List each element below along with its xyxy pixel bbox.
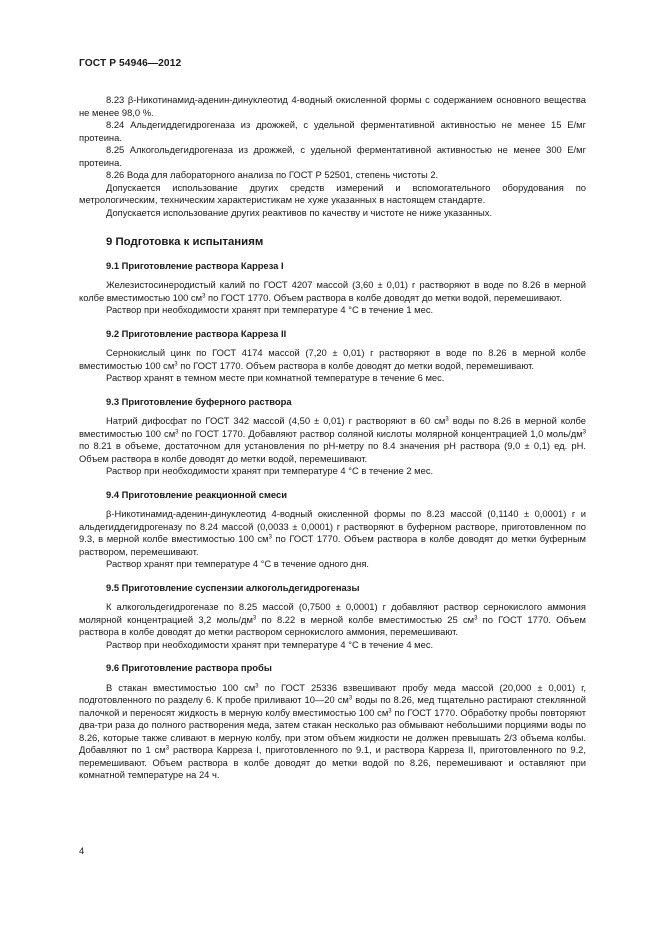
subsection-9-2-paragraph: Сернокислый цинк по ГОСТ 4174 массой (7,20 ± 0,01) г растворяют в воде по 8.26 в мерной колбе вместимостью 100 $см^3$ по ГОСТ 1770. Объем раствора в колбе доводят до метки водой, перемешивают.	[79, 347, 586, 371]
paragraph-8-26: 8.26 Вода для лабораторного анализа по ГОСТ Р 52501, степень чистоты 2.	[106, 169, 439, 180]
subsection-9-6-paragraph: В стакан вместимостью 100 $см^3$ по ГОСТ 25336 взвешивают пробу меда массой (20,000 ± 0,001) г, подготовленного по разделу 6. К пробе приливают 10—20 $см^3$ воды по 8.26, мед тщательно растирают стеклянной палочкой и переносят жидкость в мерную колбу вместимостью 100 $см^3$ по ГОСТ 1770. Обработку пробы повторяют два-три раза до полного растворения меда, затем стакан несколько раз обмывают небольшими порциями воды по 8.26, которые также сливают в мерную колбу, при этом объем жидкости не должен превышать 2/3 объема колбы. Добавляют по 1 $см^3$ раствора Карреза I, приготовленного по 9.1, и раствора Карреза II, приготовленного по 9.2, перемешивают. Объем раствора в колбе доводят до метки водой по 8.26, перемешивают и оставляют при комнатной температуре на 24 ч.	[79, 681, 587, 780]
subsection-9-2-storage: Раствор хранят в темном месте при комнатной температуре в течение 6 мес.	[106, 372, 445, 383]
page-number: 4	[79, 845, 85, 856]
paragraph-8-24: 8.24 Альдегиддегидрогеназа из дрожжей, с удельной ферментативной активностью не менее 15 Е/мг протеина.	[79, 119, 586, 143]
paragraph-8-23: 8.23 β-Никотинамид-аденин-динуклеотид 4-водный окисленной формы с содержанием основного вещества не менее 98,0 %.	[79, 94, 586, 118]
subsection-9-3-storage: Раствор при необходимости хранят при температуре 4 °С в течение 2 мес.	[106, 465, 434, 476]
subsection-9-3-paragraph: Натрий дифосфат по ГОСТ 342 массой (4,50 ± 0,01) г растворяют в 60 $см^3$ воды по 8.26 в мерной колбе вместимостью 100 $см^3$ по ГОСТ 1770. Добавляют раствор соляной кислоты молярной концентрацией 1,0 моль/$дм^3$ по 8.21 в объеме, достаточном для установления по рН-метру по 8.4 значения рН раствора (9,0 ± 0,1) ед. рН. Объем раствора в колбе доводят до метки водой, перемешивают.	[79, 415, 587, 464]
subsection-9-5-heading: 9.5 Приготовление суспензии алкогольдегидрогеназы	[106, 581, 360, 593]
subsection-9-1-heading: 9.1 Приготовление раствора Карреза I	[106, 259, 284, 271]
section-9-heading: 9 Подготовка к испытаниям	[106, 236, 264, 248]
subsection-9-6-heading: 9.6 Приготовление раствора пробы	[106, 662, 272, 673]
subsection-9-4-heading: 9.4 Приготовление реакционной смеси	[106, 488, 287, 500]
subsection-9-1-paragraph: Железистосинеродистый калий по ГОСТ 4207 массой (3,60 ± 0,01) г растворяют в воде по 8.26 в мерной колбе вместимостью 100 $см^3$ по ГОСТ 1770. Объем раствора в колбе доводят до метки водой, перемешивают.	[79, 279, 586, 303]
paragraph-allowance-reagents: Допускается использование других реактивов по качеству и чистоте не ниже указанных.	[106, 206, 493, 218]
subsection-9-3-heading: 9.3 Приготовление буферного раствора	[106, 395, 292, 407]
document-body	[79, 94, 586, 782]
subsection-9-1-storage: Раствор при необходимости хранят при температуре 4 °С в течение 1 мес.	[106, 304, 434, 315]
subsection-9-4-storage: Раствор хранят при температуре 4 °С в течение одного дня.	[106, 558, 369, 569]
subsection-9-4-paragraph: β-Никотинамид-аденин-динуклеотид 4-водный окисленной формы по 8.23 массой (0,1140 ± 0,0001) г и альдегиддегидрогеназу по 8.24 массой (0,0033 ± 0,0001) г растворяют в буферном растворе, приготовленном по 9.3, в мерной колбе вместимостью 100 $см^3$ по ГОСТ 1770. Объем раствора в колбе доводят до метки буферным раствором, перемешивают.	[79, 508, 587, 557]
subsection-9-2-heading: 9.2 Приготовление раствора Карреза II	[106, 327, 287, 339]
paragraph-8-25: 8.25 Алкогольдегидрогеназа из дрожжей, с удельной ферментативной активностью не менее 300 Е/мг протеина.	[79, 144, 586, 168]
paragraph-allowance-equipment: Допускается использование других средств измерений и вспомогательного оборудования по метрологическим, техническим характеристикам не хуже указанных в настоящем стандарте.	[79, 181, 586, 205]
subsection-9-5-storage: Раствор при необходимости хранят при температуре 4 °С в течение 4 мес.	[106, 638, 434, 650]
subsection-9-5-paragraph: К алкогольдегидрогеназе по 8.25 массой (0,7500 ± 0,0001) г добавляют раствор сернокислого аммония молярной концентрацией 3,2 моль/$дм^3$ по 8.22 в мерной колбе вместимостью 25 $см^3$ по ГОСТ 1770. Объем раствора в колбе доводят до метки раствором сернокислого аммония, перемешивают.	[79, 601, 586, 637]
document-code-header: ГОСТ Р 54946—2012	[79, 58, 182, 69]
